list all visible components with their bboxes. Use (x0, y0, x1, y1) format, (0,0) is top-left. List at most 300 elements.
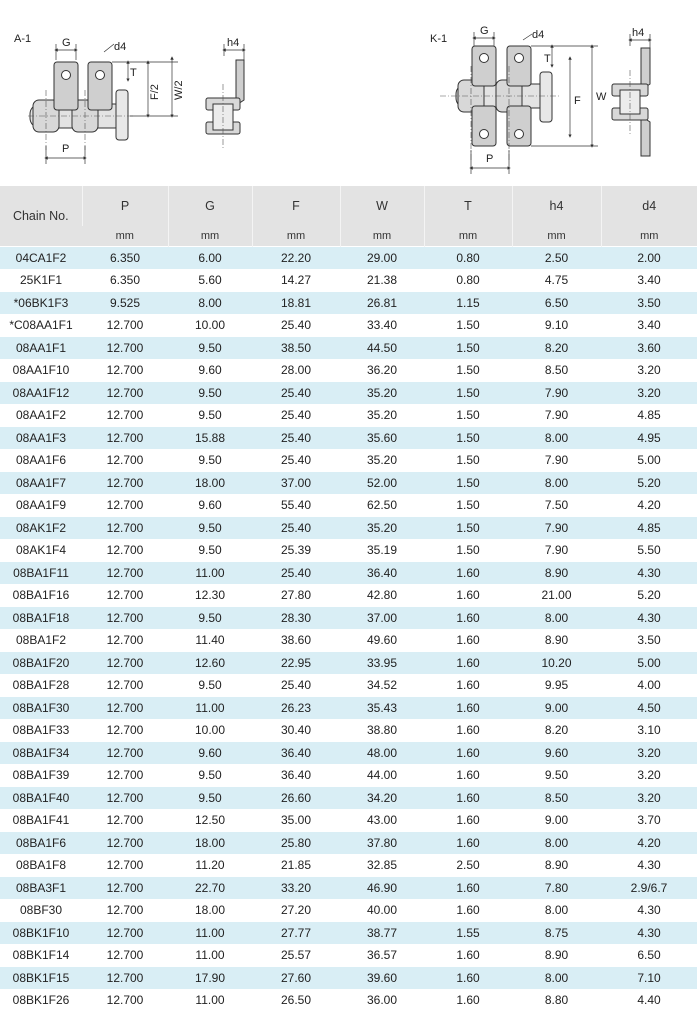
cell-d4: 4.85 (601, 517, 697, 540)
header-row (0, 186, 697, 226)
table-header (0, 186, 697, 247)
cell-h4: 10.20 (512, 652, 601, 675)
cell-chain-no: 08BA1F2 (0, 629, 82, 652)
cell-p: 6.350 (82, 247, 168, 270)
chain-spec-table (0, 186, 697, 1011)
cell-w: 35.20 (340, 449, 424, 472)
cell-t: 1.50 (424, 314, 512, 337)
cell-f: 27.77 (252, 922, 340, 945)
table-row (0, 742, 697, 765)
cell-g: 11.00 (168, 989, 252, 1011)
cell-chain-no: 08BA1F34 (0, 742, 82, 765)
cell-d4: 3.40 (601, 269, 697, 292)
cell-d4: 4.30 (601, 899, 697, 922)
table-row (0, 382, 697, 405)
table-row (0, 967, 697, 990)
cell-p: 9.525 (82, 292, 168, 315)
diagram-a1 (14, 33, 244, 164)
cell-d4: 3.20 (601, 359, 697, 382)
cell-h4: 8.50 (512, 359, 601, 382)
cell-h4: 7.90 (512, 382, 601, 405)
chain-no-header: Chain No. (0, 186, 82, 247)
cell-h4: 6.50 (512, 292, 601, 315)
cell-p: 12.700 (82, 562, 168, 585)
cell-d4: 7.10 (601, 967, 697, 990)
cell-t: 1.60 (424, 742, 512, 765)
cell-p: 12.700 (82, 652, 168, 675)
cell-h4: 9.00 (512, 809, 601, 832)
table-row (0, 359, 697, 382)
cell-p: 12.700 (82, 877, 168, 900)
cell-g: 12.60 (168, 652, 252, 675)
cell-w: 32.85 (340, 854, 424, 877)
unit-f: mm (252, 226, 340, 247)
table-row (0, 832, 697, 855)
cell-d4: 3.20 (601, 787, 697, 810)
cell-t: 1.60 (424, 764, 512, 787)
cell-g: 10.00 (168, 314, 252, 337)
cell-h4: 2.50 (512, 247, 601, 270)
cell-chain-no: 08AK1F2 (0, 517, 82, 540)
cell-f: 55.40 (252, 494, 340, 517)
cell-d4: 3.20 (601, 742, 697, 765)
cell-p: 12.700 (82, 674, 168, 697)
table-row (0, 652, 697, 675)
cell-d4: 4.40 (601, 989, 697, 1011)
cell-chain-no: 08BA1F39 (0, 764, 82, 787)
table-row (0, 989, 697, 1011)
cell-h4: 7.90 (512, 449, 601, 472)
cell-g: 9.50 (168, 787, 252, 810)
cell-w: 44.00 (340, 764, 424, 787)
unit-w: mm (340, 226, 424, 247)
units-row (0, 226, 697, 247)
cell-p: 12.700 (82, 899, 168, 922)
cell-w: 21.38 (340, 269, 424, 292)
cell-t: 0.80 (424, 247, 512, 270)
side-label-a1: h4 (227, 37, 239, 49)
table-row (0, 899, 697, 922)
view-label-k1: K-1 (430, 33, 447, 45)
cell-p: 12.700 (82, 944, 168, 967)
cell-h4: 9.00 (512, 697, 601, 720)
dim-label-k1-3: F (574, 95, 581, 107)
cell-p: 12.700 (82, 697, 168, 720)
unit-h4: mm (512, 226, 601, 247)
col-header-h4: h4 (512, 186, 601, 226)
cell-chain-no: 08BA1F6 (0, 832, 82, 855)
cell-d4: 3.50 (601, 292, 697, 315)
table-row (0, 764, 697, 787)
cell-chain-no: 08BA3F1 (0, 877, 82, 900)
cell-p: 12.700 (82, 742, 168, 765)
cell-t: 1.60 (424, 787, 512, 810)
cell-d4: 5.20 (601, 472, 697, 495)
cell-h4: 9.95 (512, 674, 601, 697)
cell-h4: 8.00 (512, 472, 601, 495)
cell-f: 25.80 (252, 832, 340, 855)
col-header-d4: d4 (601, 186, 697, 226)
cell-w: 36.00 (340, 989, 424, 1011)
cell-chain-no: 08AA1F7 (0, 472, 82, 495)
cell-p: 12.700 (82, 494, 168, 517)
cell-chain-no: 08BK1F15 (0, 967, 82, 990)
cell-g: 18.00 (168, 899, 252, 922)
table-row (0, 719, 697, 742)
cell-h4: 8.00 (512, 899, 601, 922)
cell-d4: 4.20 (601, 832, 697, 855)
unit-p: mm (82, 226, 168, 247)
cell-w: 48.00 (340, 742, 424, 765)
cell-f: 27.80 (252, 584, 340, 607)
cell-w: 37.80 (340, 832, 424, 855)
cell-p: 12.700 (82, 989, 168, 1011)
cell-chain-no: *C08AA1F1 (0, 314, 82, 337)
cell-w: 36.57 (340, 944, 424, 967)
cell-t: 1.50 (424, 517, 512, 540)
cell-f: 25.40 (252, 562, 340, 585)
table-row (0, 674, 697, 697)
cell-p: 6.350 (82, 269, 168, 292)
cell-w: 52.00 (340, 472, 424, 495)
cell-chain-no: 08BF30 (0, 899, 82, 922)
cell-chain-no: 08BK1F14 (0, 944, 82, 967)
cell-f: 35.00 (252, 809, 340, 832)
cell-chain-no: 08AA1F1 (0, 337, 82, 360)
cell-h4: 8.90 (512, 562, 601, 585)
cell-t: 1.60 (424, 719, 512, 742)
cell-p: 12.700 (82, 472, 168, 495)
cell-t: 2.50 (424, 854, 512, 877)
cell-p: 12.700 (82, 337, 168, 360)
cell-t: 1.15 (424, 292, 512, 315)
cell-chain-no: 08AA1F9 (0, 494, 82, 517)
table-row (0, 539, 697, 562)
cell-h4: 21.00 (512, 584, 601, 607)
cell-f: 25.40 (252, 404, 340, 427)
cell-g: 9.50 (168, 517, 252, 540)
cell-chain-no: 08BA1F20 (0, 652, 82, 675)
cell-h4: 7.50 (512, 494, 601, 517)
cell-g: 11.20 (168, 854, 252, 877)
cell-w: 35.20 (340, 517, 424, 540)
cell-t: 1.60 (424, 652, 512, 675)
cell-g: 9.50 (168, 337, 252, 360)
cell-d4: 4.00 (601, 674, 697, 697)
cell-chain-no: 08BA1F28 (0, 674, 82, 697)
cell-p: 12.700 (82, 787, 168, 810)
cell-g: 12.30 (168, 584, 252, 607)
cell-g: 9.50 (168, 382, 252, 405)
dim-label-k1-1: d4 (532, 29, 544, 41)
cell-h4: 8.90 (512, 629, 601, 652)
cell-w: 34.52 (340, 674, 424, 697)
cell-d4: 4.30 (601, 854, 697, 877)
cell-g: 9.50 (168, 404, 252, 427)
cell-t: 1.50 (424, 427, 512, 450)
cell-g: 18.00 (168, 832, 252, 855)
cell-h4: 8.20 (512, 337, 601, 360)
cell-chain-no: 25K1F1 (0, 269, 82, 292)
cell-f: 14.27 (252, 269, 340, 292)
cell-p: 12.700 (82, 584, 168, 607)
cell-g: 22.70 (168, 877, 252, 900)
cell-g: 9.60 (168, 742, 252, 765)
dim-label-a1-1: d4 (114, 41, 126, 53)
cell-p: 12.700 (82, 427, 168, 450)
cell-chain-no: 08BA1F33 (0, 719, 82, 742)
cell-g: 18.00 (168, 472, 252, 495)
cell-h4: 8.00 (512, 967, 601, 990)
cell-d4: 6.50 (601, 944, 697, 967)
table-row (0, 292, 697, 315)
cell-p: 12.700 (82, 607, 168, 630)
col-header-g: G (168, 186, 252, 226)
cell-d4: 5.50 (601, 539, 697, 562)
cell-t: 1.60 (424, 944, 512, 967)
table-row (0, 449, 697, 472)
cell-w: 35.60 (340, 427, 424, 450)
cell-t: 1.60 (424, 809, 512, 832)
cell-p: 12.700 (82, 539, 168, 562)
cell-d4: 4.30 (601, 562, 697, 585)
cell-f: 27.20 (252, 899, 340, 922)
cell-t: 1.60 (424, 607, 512, 630)
cell-h4: 7.90 (512, 517, 601, 540)
cell-g: 10.00 (168, 719, 252, 742)
cell-chain-no: 08BA1F16 (0, 584, 82, 607)
cell-g: 17.90 (168, 967, 252, 990)
cell-d4: 3.50 (601, 629, 697, 652)
cell-f: 25.40 (252, 382, 340, 405)
cell-t: 0.80 (424, 269, 512, 292)
table-body (0, 247, 697, 1011)
cell-chain-no: 08AA1F2 (0, 404, 82, 427)
cell-w: 38.80 (340, 719, 424, 742)
cell-h4: 7.90 (512, 539, 601, 562)
cell-h4: 7.80 (512, 877, 601, 900)
cell-w: 35.19 (340, 539, 424, 562)
cell-d4: 4.20 (601, 494, 697, 517)
cell-f: 30.40 (252, 719, 340, 742)
cell-p: 12.700 (82, 517, 168, 540)
cell-chain-no: 04CA1F2 (0, 247, 82, 270)
chain-attachment-diagrams (0, 0, 697, 186)
cell-w: 40.00 (340, 899, 424, 922)
unit-t: mm (424, 226, 512, 247)
cell-f: 27.60 (252, 967, 340, 990)
cell-h4: 8.50 (512, 787, 601, 810)
cell-g: 9.60 (168, 359, 252, 382)
table-row (0, 697, 697, 720)
cell-f: 36.40 (252, 764, 340, 787)
cell-d4: 5.00 (601, 449, 697, 472)
cell-d4: 3.60 (601, 337, 697, 360)
table-row (0, 944, 697, 967)
cell-t: 1.50 (424, 404, 512, 427)
dim-label-a1-2: T (130, 67, 137, 79)
cell-d4: 3.70 (601, 809, 697, 832)
cell-p: 12.700 (82, 719, 168, 742)
table-row (0, 787, 697, 810)
col-header-t: T (424, 186, 512, 226)
dim-label-k1-2: T (544, 53, 551, 65)
cell-t: 1.55 (424, 922, 512, 945)
cell-chain-no: 08AA1F3 (0, 427, 82, 450)
cell-h4: 9.50 (512, 764, 601, 787)
cell-w: 35.20 (340, 382, 424, 405)
cell-h4: 8.75 (512, 922, 601, 945)
cell-g: 11.00 (168, 922, 252, 945)
cell-t: 1.60 (424, 832, 512, 855)
cell-f: 22.20 (252, 247, 340, 270)
cell-t: 1.60 (424, 674, 512, 697)
dim-label-a1-5: P (62, 143, 69, 155)
cell-p: 12.700 (82, 764, 168, 787)
cell-g: 9.50 (168, 674, 252, 697)
cell-w: 39.60 (340, 967, 424, 990)
cell-d4: 4.85 (601, 404, 697, 427)
cell-p: 12.700 (82, 922, 168, 945)
cell-h4: 8.00 (512, 607, 601, 630)
cell-f: 37.00 (252, 472, 340, 495)
table-row (0, 269, 697, 292)
cell-w: 38.77 (340, 922, 424, 945)
cell-chain-no: 08AA1F6 (0, 449, 82, 472)
cell-h4: 7.90 (512, 404, 601, 427)
unit-g: mm (168, 226, 252, 247)
cell-g: 9.50 (168, 607, 252, 630)
cell-chain-no: 08BK1F10 (0, 922, 82, 945)
cell-t: 1.50 (424, 472, 512, 495)
cell-w: 33.95 (340, 652, 424, 675)
cell-p: 12.700 (82, 449, 168, 472)
cell-t: 1.60 (424, 967, 512, 990)
cell-g: 9.60 (168, 494, 252, 517)
table-row (0, 517, 697, 540)
cell-t: 1.50 (424, 382, 512, 405)
table-row (0, 494, 697, 517)
cell-d4: 2.9/6.7 (601, 877, 697, 900)
cell-p: 12.700 (82, 314, 168, 337)
cell-h4: 8.20 (512, 719, 601, 742)
cell-d4: 4.30 (601, 922, 697, 945)
cell-w: 42.80 (340, 584, 424, 607)
cell-w: 26.81 (340, 292, 424, 315)
cell-t: 1.50 (424, 449, 512, 472)
cell-d4: 5.00 (601, 652, 697, 675)
cell-chain-no: 08BK1F26 (0, 989, 82, 1011)
cell-f: 25.40 (252, 449, 340, 472)
cell-f: 38.60 (252, 629, 340, 652)
cell-t: 1.60 (424, 629, 512, 652)
cell-f: 26.60 (252, 787, 340, 810)
cell-t: 1.60 (424, 562, 512, 585)
cell-w: 37.00 (340, 607, 424, 630)
cell-g: 6.00 (168, 247, 252, 270)
cell-f: 25.40 (252, 314, 340, 337)
cell-t: 1.50 (424, 494, 512, 517)
cell-g: 5.60 (168, 269, 252, 292)
cell-p: 12.700 (82, 359, 168, 382)
cell-chain-no: 08AA1F12 (0, 382, 82, 405)
cell-g: 9.50 (168, 539, 252, 562)
cell-w: 44.50 (340, 337, 424, 360)
table-row (0, 584, 697, 607)
cell-t: 1.50 (424, 539, 512, 562)
dim-label-k1-0: G (480, 25, 489, 37)
table-row (0, 247, 697, 270)
cell-f: 36.40 (252, 742, 340, 765)
cell-w: 36.40 (340, 562, 424, 585)
cell-f: 26.50 (252, 989, 340, 1011)
cell-chain-no: 08BA1F30 (0, 697, 82, 720)
cell-d4: 3.20 (601, 764, 697, 787)
col-header-w: W (340, 186, 424, 226)
cell-d4: 2.00 (601, 247, 697, 270)
table-row (0, 922, 697, 945)
cell-g: 11.00 (168, 562, 252, 585)
cell-f: 28.00 (252, 359, 340, 382)
cell-f: 25.40 (252, 517, 340, 540)
cell-p: 12.700 (82, 967, 168, 990)
cell-h4: 9.60 (512, 742, 601, 765)
cell-w: 35.43 (340, 697, 424, 720)
dim-label-k1-4: W (596, 91, 607, 103)
cell-w: 29.00 (340, 247, 424, 270)
cell-g: 11.00 (168, 944, 252, 967)
cell-f: 25.40 (252, 427, 340, 450)
cell-f: 22.95 (252, 652, 340, 675)
col-header-p: P (82, 186, 168, 226)
cell-w: 34.20 (340, 787, 424, 810)
cell-d4: 4.50 (601, 697, 697, 720)
cell-h4: 4.75 (512, 269, 601, 292)
cell-d4: 4.95 (601, 427, 697, 450)
cell-p: 12.700 (82, 809, 168, 832)
table-row (0, 427, 697, 450)
cell-t: 1.50 (424, 337, 512, 360)
cell-p: 12.700 (82, 382, 168, 405)
table-row (0, 809, 697, 832)
table-row (0, 337, 697, 360)
cell-h4: 8.00 (512, 832, 601, 855)
cell-d4: 3.20 (601, 382, 697, 405)
cell-f: 21.85 (252, 854, 340, 877)
cell-t: 1.60 (424, 989, 512, 1011)
col-header-f: F (252, 186, 340, 226)
cell-t: 1.60 (424, 877, 512, 900)
cell-t: 1.60 (424, 899, 512, 922)
diagram-k1 (430, 25, 650, 174)
cell-p: 12.700 (82, 854, 168, 877)
cell-w: 46.90 (340, 877, 424, 900)
cell-g: 12.50 (168, 809, 252, 832)
cell-f: 33.20 (252, 877, 340, 900)
dim-label-k1-5: P (486, 153, 493, 165)
cell-chain-no: 08AA1F10 (0, 359, 82, 382)
table-row (0, 404, 697, 427)
cell-w: 35.20 (340, 404, 424, 427)
cell-p: 12.700 (82, 404, 168, 427)
cell-h4: 9.10 (512, 314, 601, 337)
cell-g: 11.00 (168, 697, 252, 720)
cell-chain-no: 08BA1F11 (0, 562, 82, 585)
view-label-a1: A-1 (14, 33, 31, 45)
cell-g: 8.00 (168, 292, 252, 315)
cell-f: 28.30 (252, 607, 340, 630)
cell-w: 43.00 (340, 809, 424, 832)
